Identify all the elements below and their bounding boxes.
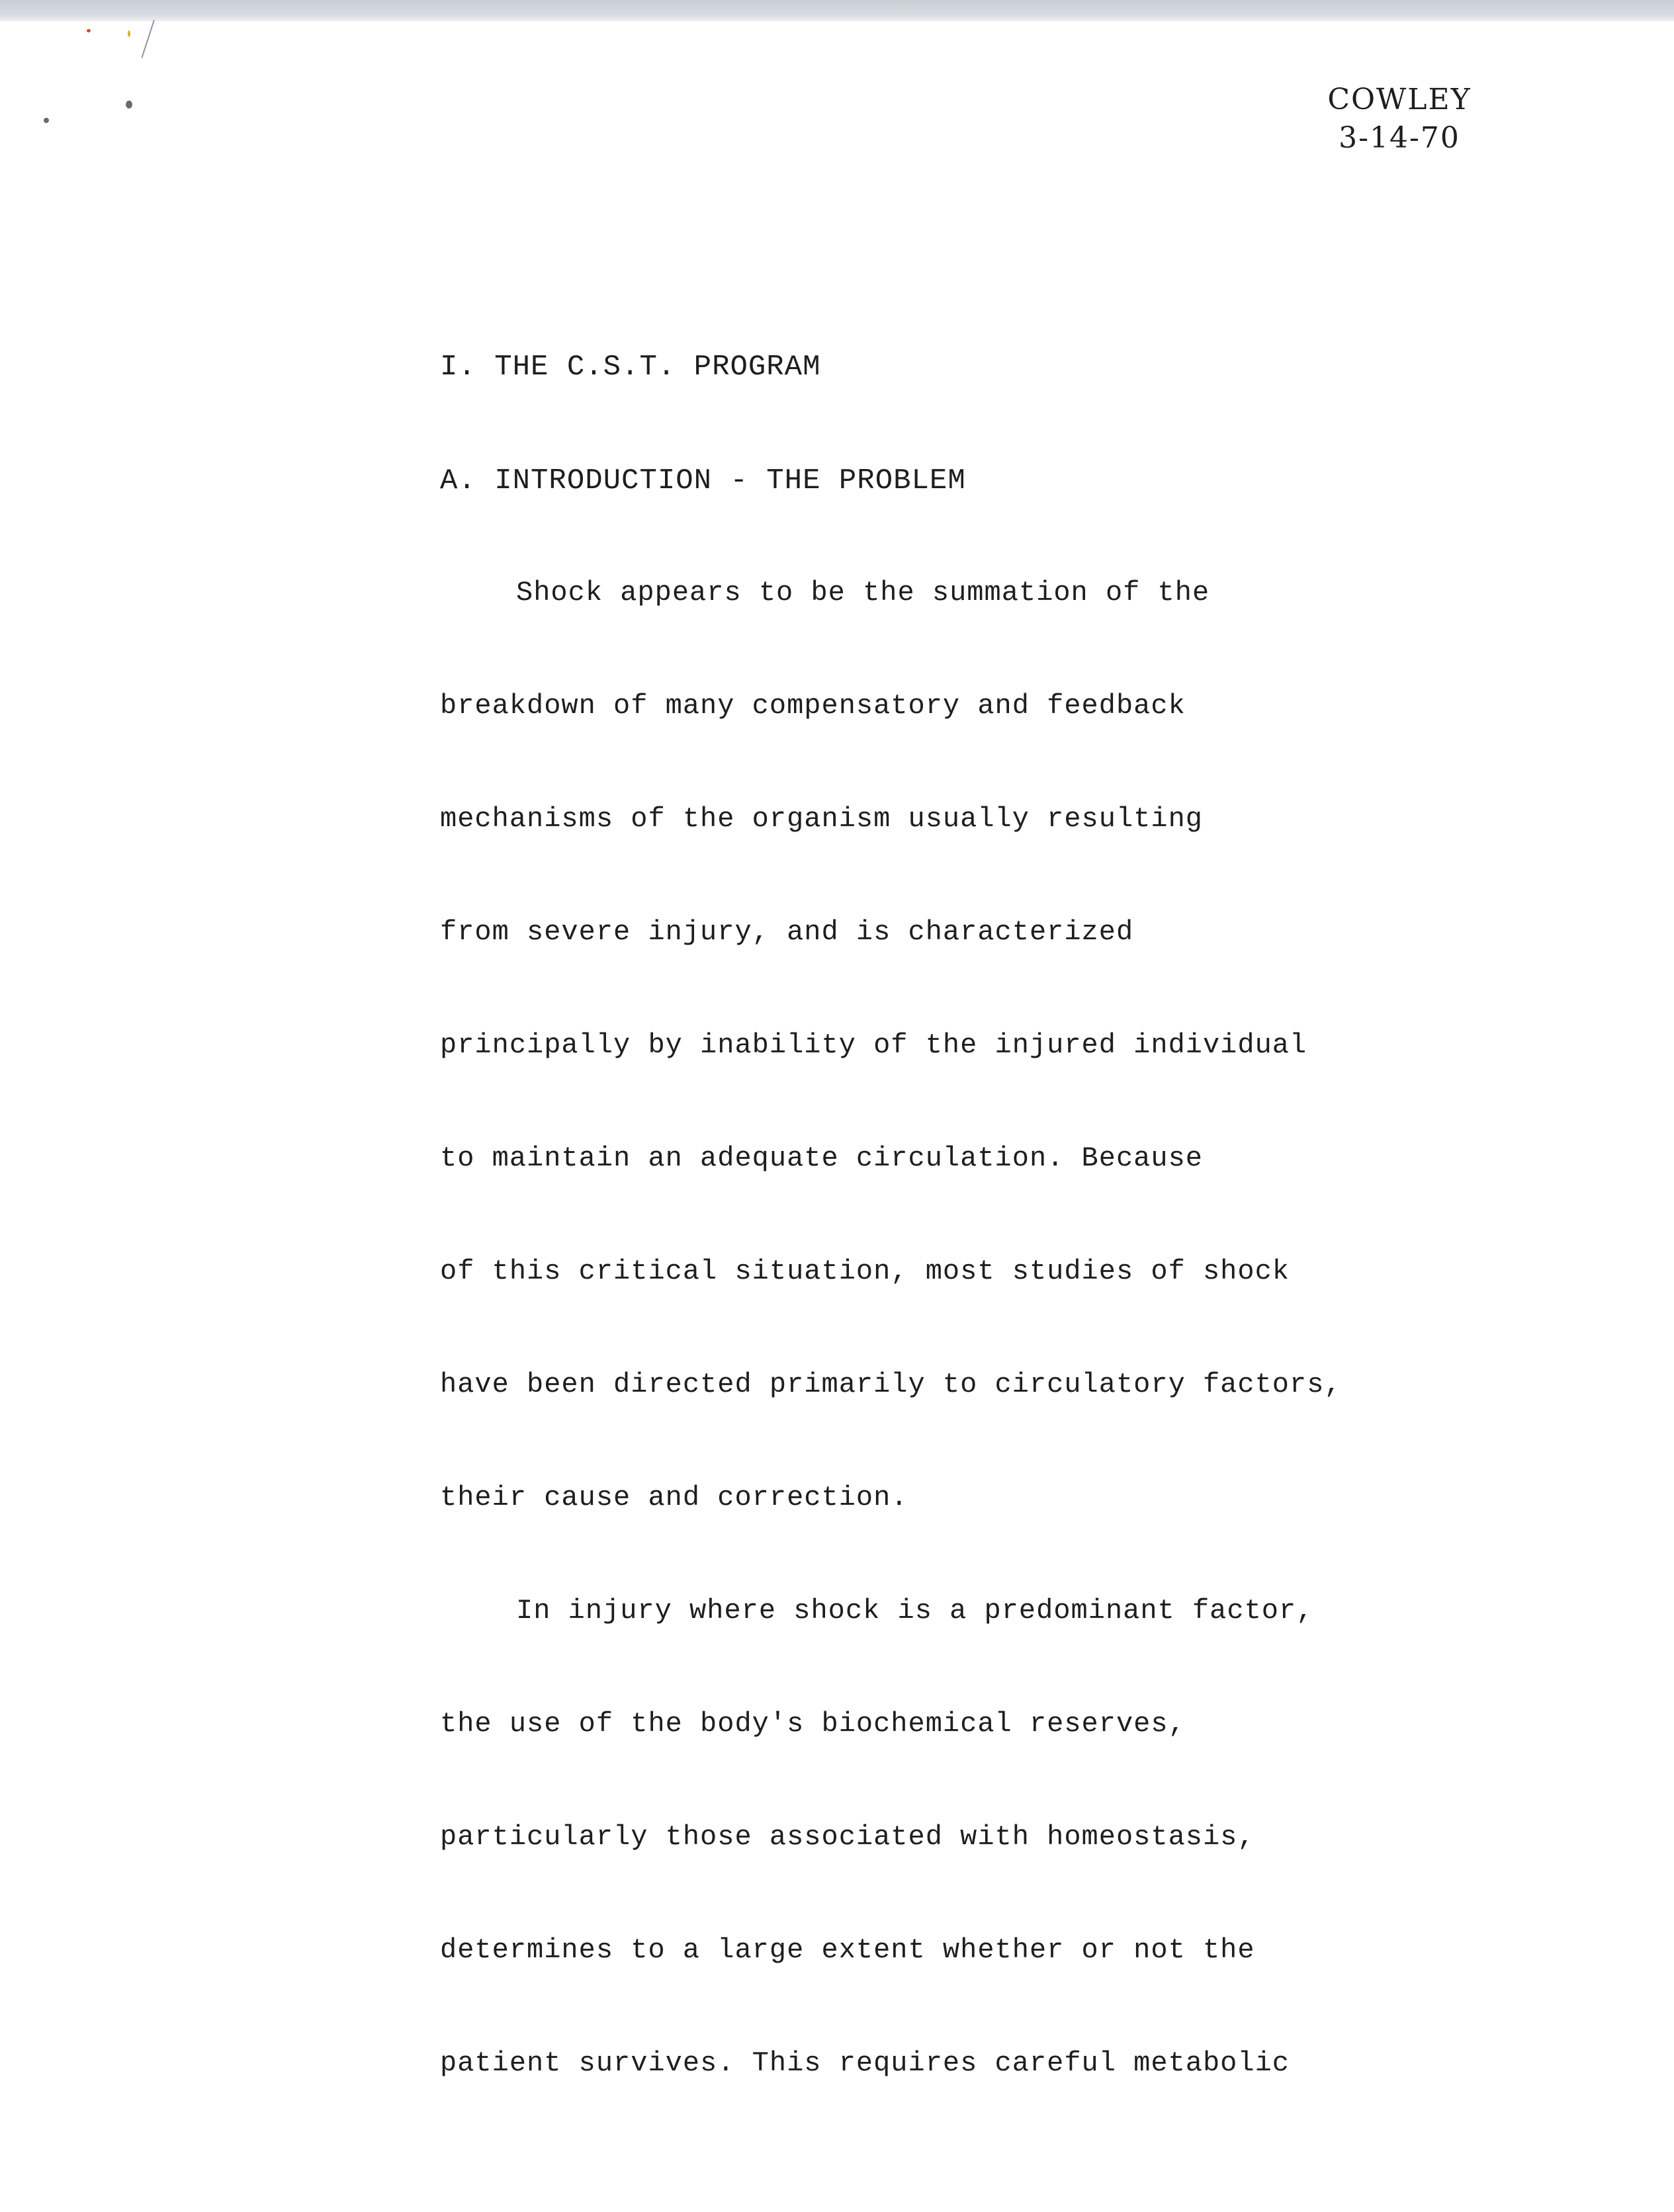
section-heading: I. THE C.S.T. PROGRAM — [440, 351, 821, 384]
subsection-heading: A. INTRODUCTION - THE PROBLEM — [440, 464, 966, 497]
document-header — [1320, 81, 1479, 157]
scan-speck — [126, 101, 132, 108]
text-line: of this critical situation, most studies of shock — [440, 1255, 1290, 1287]
text-line: Shock appears to be the summation of the — [516, 577, 1210, 609]
text-line: breakdown of many compensatory and feedback — [440, 690, 1186, 722]
text-line: mechanisms of the organism usually resulting — [440, 803, 1203, 835]
text-line: particularly those associated with homeostasis, — [440, 1821, 1255, 1853]
scan-speck — [128, 30, 130, 37]
text-line: patient survives. This requires careful metabolic — [440, 2047, 1290, 2079]
text-line: determines to a large extent whether or not the — [440, 1934, 1255, 1966]
text-line: from severe injury, and is characterized — [440, 916, 1134, 948]
scan-scratch-mark — [141, 20, 154, 58]
scan-speck — [44, 118, 49, 123]
text-line: the use of the body's biochemical reserves, — [440, 1708, 1186, 1740]
document-date: 3-14-70 — [1339, 121, 1460, 155]
text-line: principally by inability of the injured individual — [440, 1029, 1307, 1061]
text-line: their cause and correction. — [440, 1482, 908, 1513]
scan-top-edge — [0, 0, 1674, 21]
text-line: to maintain an adequate circulation. Because — [440, 1142, 1203, 1174]
author-name: COWLEY — [1327, 83, 1472, 116]
text-line: have been directed primarily to circulatory factors, — [440, 1369, 1342, 1400]
text-line: In injury where shock is a predominant factor, — [516, 1595, 1314, 1627]
scan-speck — [87, 29, 91, 32]
